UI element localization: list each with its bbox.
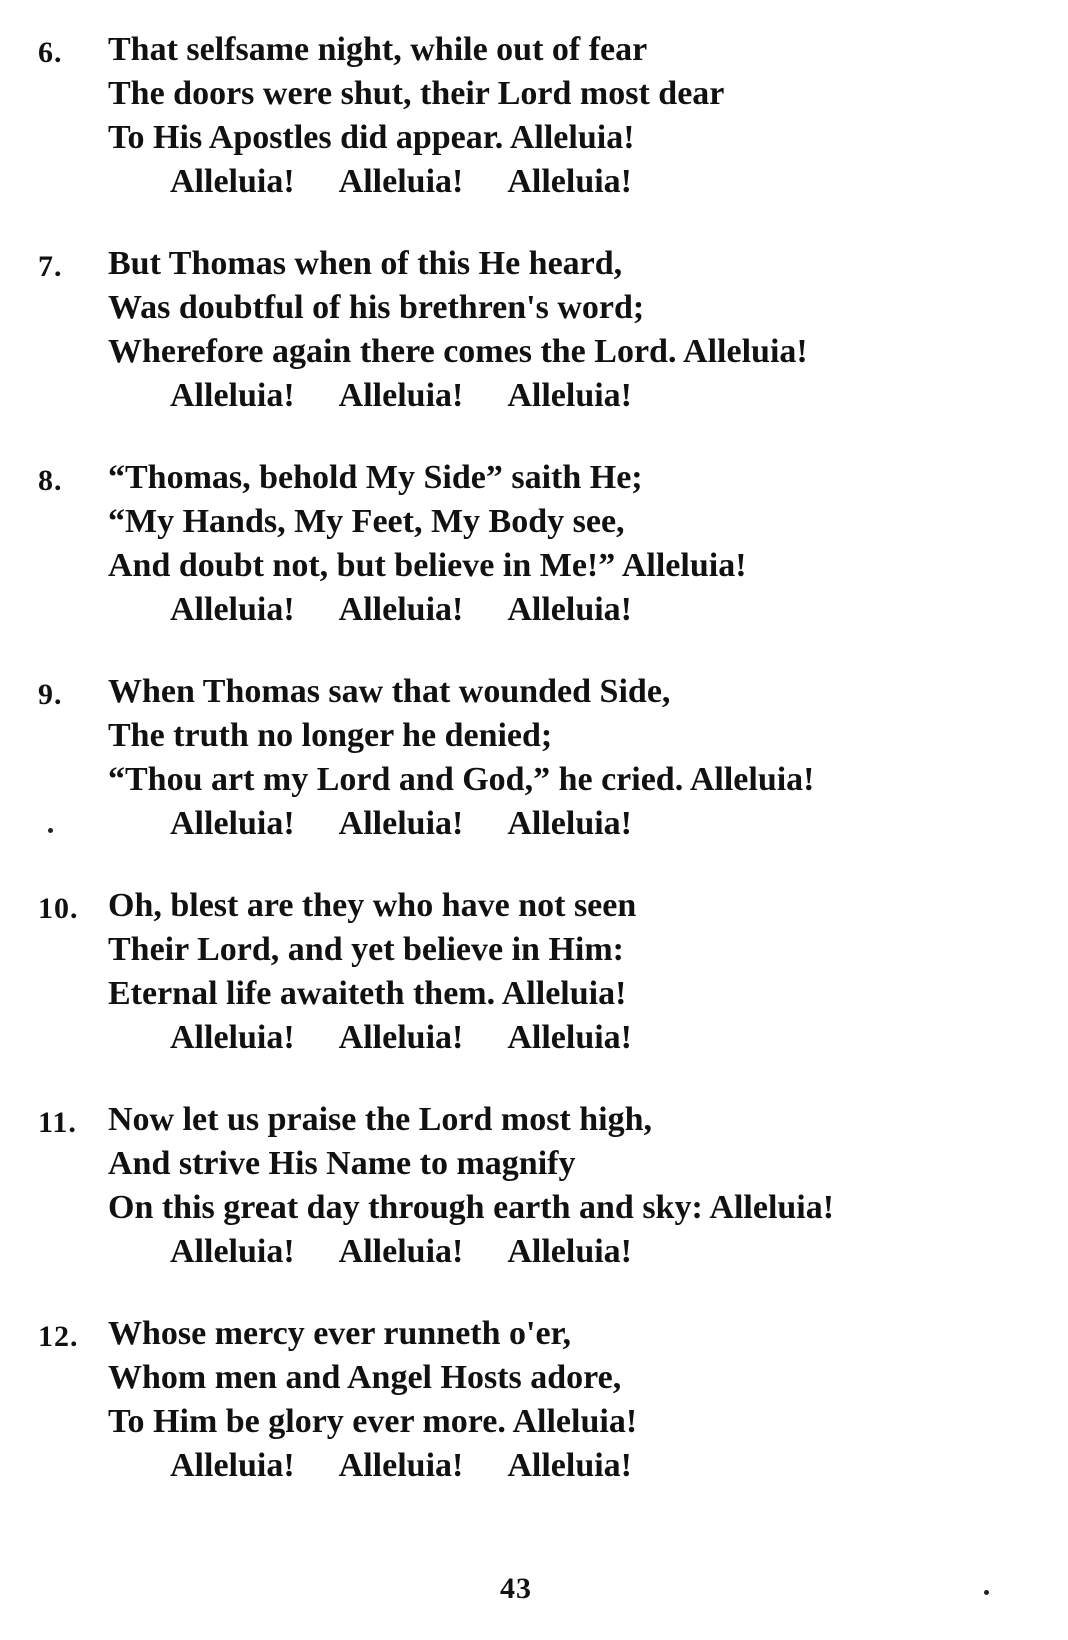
stanza-9 (0, 672, 1068, 872)
refrain-word: Alleluia! (507, 591, 633, 628)
verse-line: Oh, blest are they who have not seen (108, 887, 637, 924)
refrain-word: Alleluia! (507, 1447, 633, 1484)
refrain-word: Alleluia! (170, 1233, 295, 1270)
refrain-word: Alleluia! (338, 163, 464, 200)
refrain-word: Alleluia! (507, 377, 633, 414)
refrain-word: Alleluia! (338, 377, 464, 414)
stanza-10 (0, 886, 1068, 1086)
stanza-number: 12. (38, 1320, 79, 1353)
verse-line: To His Apostles did appear. Alleluia! (108, 119, 635, 156)
refrain-line (170, 162, 632, 202)
page-number: 43 (500, 1572, 532, 1605)
refrain-word: Alleluia! (338, 1447, 464, 1484)
ink-speck (48, 828, 53, 833)
verse-line: Eternal life awaiteth them. Alleluia! (108, 975, 627, 1012)
refrain-word: Alleluia! (507, 163, 633, 200)
verse-line: When Thomas saw that wounded Side, (108, 673, 671, 710)
verse-line: “Thomas, behold My Side” saith He; (108, 459, 643, 496)
refrain-word: Alleluia! (170, 377, 295, 414)
verse-line: Their Lord, and yet believe in Him: (108, 931, 624, 968)
stanza-number: 9. (38, 678, 63, 711)
stanza-number: 7. (38, 250, 63, 283)
refrain-word: Alleluia! (507, 1233, 633, 1270)
verse-line: On this great day through earth and sky: Alleluia! (108, 1189, 835, 1226)
stanza-number: 6. (38, 36, 63, 69)
stanza-number: 11. (38, 1106, 77, 1139)
verse-line: The doors were shut, their Lord most dear (108, 75, 725, 112)
stanza-number: 10. (38, 892, 79, 925)
refrain-line (170, 1018, 632, 1058)
refrain-word: Alleluia! (338, 1233, 464, 1270)
refrain-line (170, 1232, 632, 1272)
stanza-11 (0, 1100, 1068, 1300)
refrain-line (170, 590, 632, 630)
refrain-word: Alleluia! (170, 1447, 295, 1484)
stanza-8 (0, 458, 1068, 658)
refrain-word: Alleluia! (170, 163, 295, 200)
refrain-word: Alleluia! (338, 591, 464, 628)
refrain-line (170, 376, 632, 416)
verse-line: That selfsame night, while out of fear (108, 31, 648, 68)
verse-line: Was doubtful of his brethren's word; (108, 289, 645, 326)
verse-line: And strive His Name to magnify (108, 1145, 576, 1182)
refrain-word: Alleluia! (338, 805, 464, 842)
verse-line: “Thou art my Lord and God,” he cried. Alleluia! (108, 761, 815, 798)
verse-line: Whom men and Angel Hosts adore, (108, 1359, 622, 1396)
verse-line: Now let us praise the Lord most high, (108, 1101, 653, 1138)
stanza-number: 8. (38, 464, 63, 497)
verse-line: “My Hands, My Feet, My Body see, (108, 503, 625, 540)
refrain-word: Alleluia! (507, 805, 633, 842)
stanza-12 (0, 1314, 1068, 1514)
refrain-word: Alleluia! (170, 591, 295, 628)
verse-line: The truth no longer he denied; (108, 717, 553, 754)
verse-line: To Him be glory ever more. Alleluia! (108, 1403, 638, 1440)
ink-speck (984, 1590, 989, 1595)
stanza-6 (0, 30, 1068, 230)
refrain-word: Alleluia! (170, 805, 295, 842)
refrain-word: Alleluia! (507, 1019, 633, 1056)
refrain-word: Alleluia! (338, 1019, 464, 1056)
verse-line: And doubt not, but believe in Me!” Alleluia! (108, 547, 747, 584)
verse-line: But Thomas when of this He heard, (108, 245, 623, 282)
refrain-line (170, 1446, 632, 1486)
refrain-line (170, 804, 632, 844)
stanza-7 (0, 244, 1068, 444)
refrain-word: Alleluia! (170, 1019, 295, 1056)
verse-line: Whose mercy ever runneth o'er, (108, 1315, 572, 1352)
verse-line: Wherefore again there comes the Lord. Alleluia! (108, 333, 808, 370)
